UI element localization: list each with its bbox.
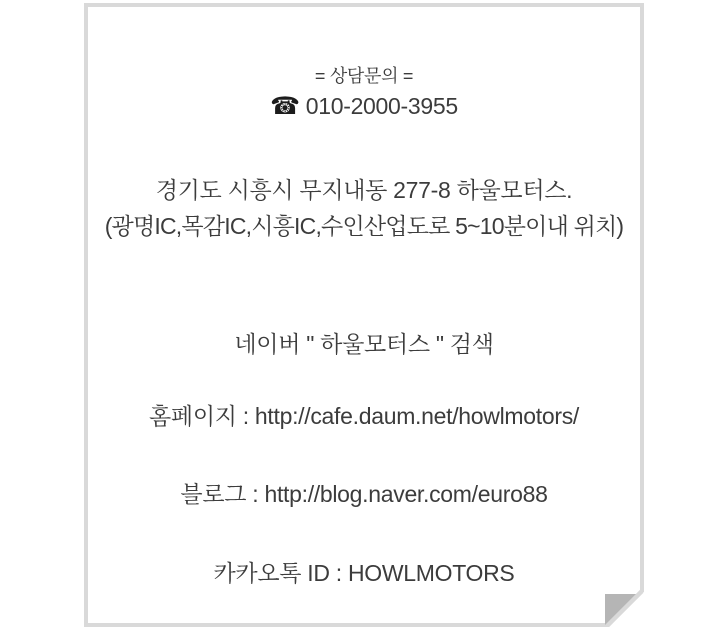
- phone-number: 010-2000-3955: [305, 93, 458, 119]
- consult-title: = 상담문의 =: [314, 66, 414, 86]
- contact-info-card: [84, 3, 644, 627]
- telephone-icon: ☎: [270, 93, 300, 120]
- address-line-1: 경기도 시흥시 무지내동 277-8 하울모터스.: [155, 177, 573, 203]
- address-line-2: (광명IC,목감IC,시흥IC,수인산업도로 5~10분이내 위치): [104, 213, 624, 239]
- phone-line: [88, 92, 640, 121]
- page-fold-corner-icon: [584, 567, 644, 627]
- naver-search-line: 네이버 " 하울모터스 " 검색: [234, 331, 494, 357]
- blog-line: 블로그 : http://blog.naver.com/euro88: [180, 481, 548, 507]
- homepage-line: 홈페이지 : http://cafe.daum.net/howlmotors/: [148, 403, 579, 429]
- kakao-id-line: 카카오톡 ID : HOWLMOTORS: [213, 560, 515, 586]
